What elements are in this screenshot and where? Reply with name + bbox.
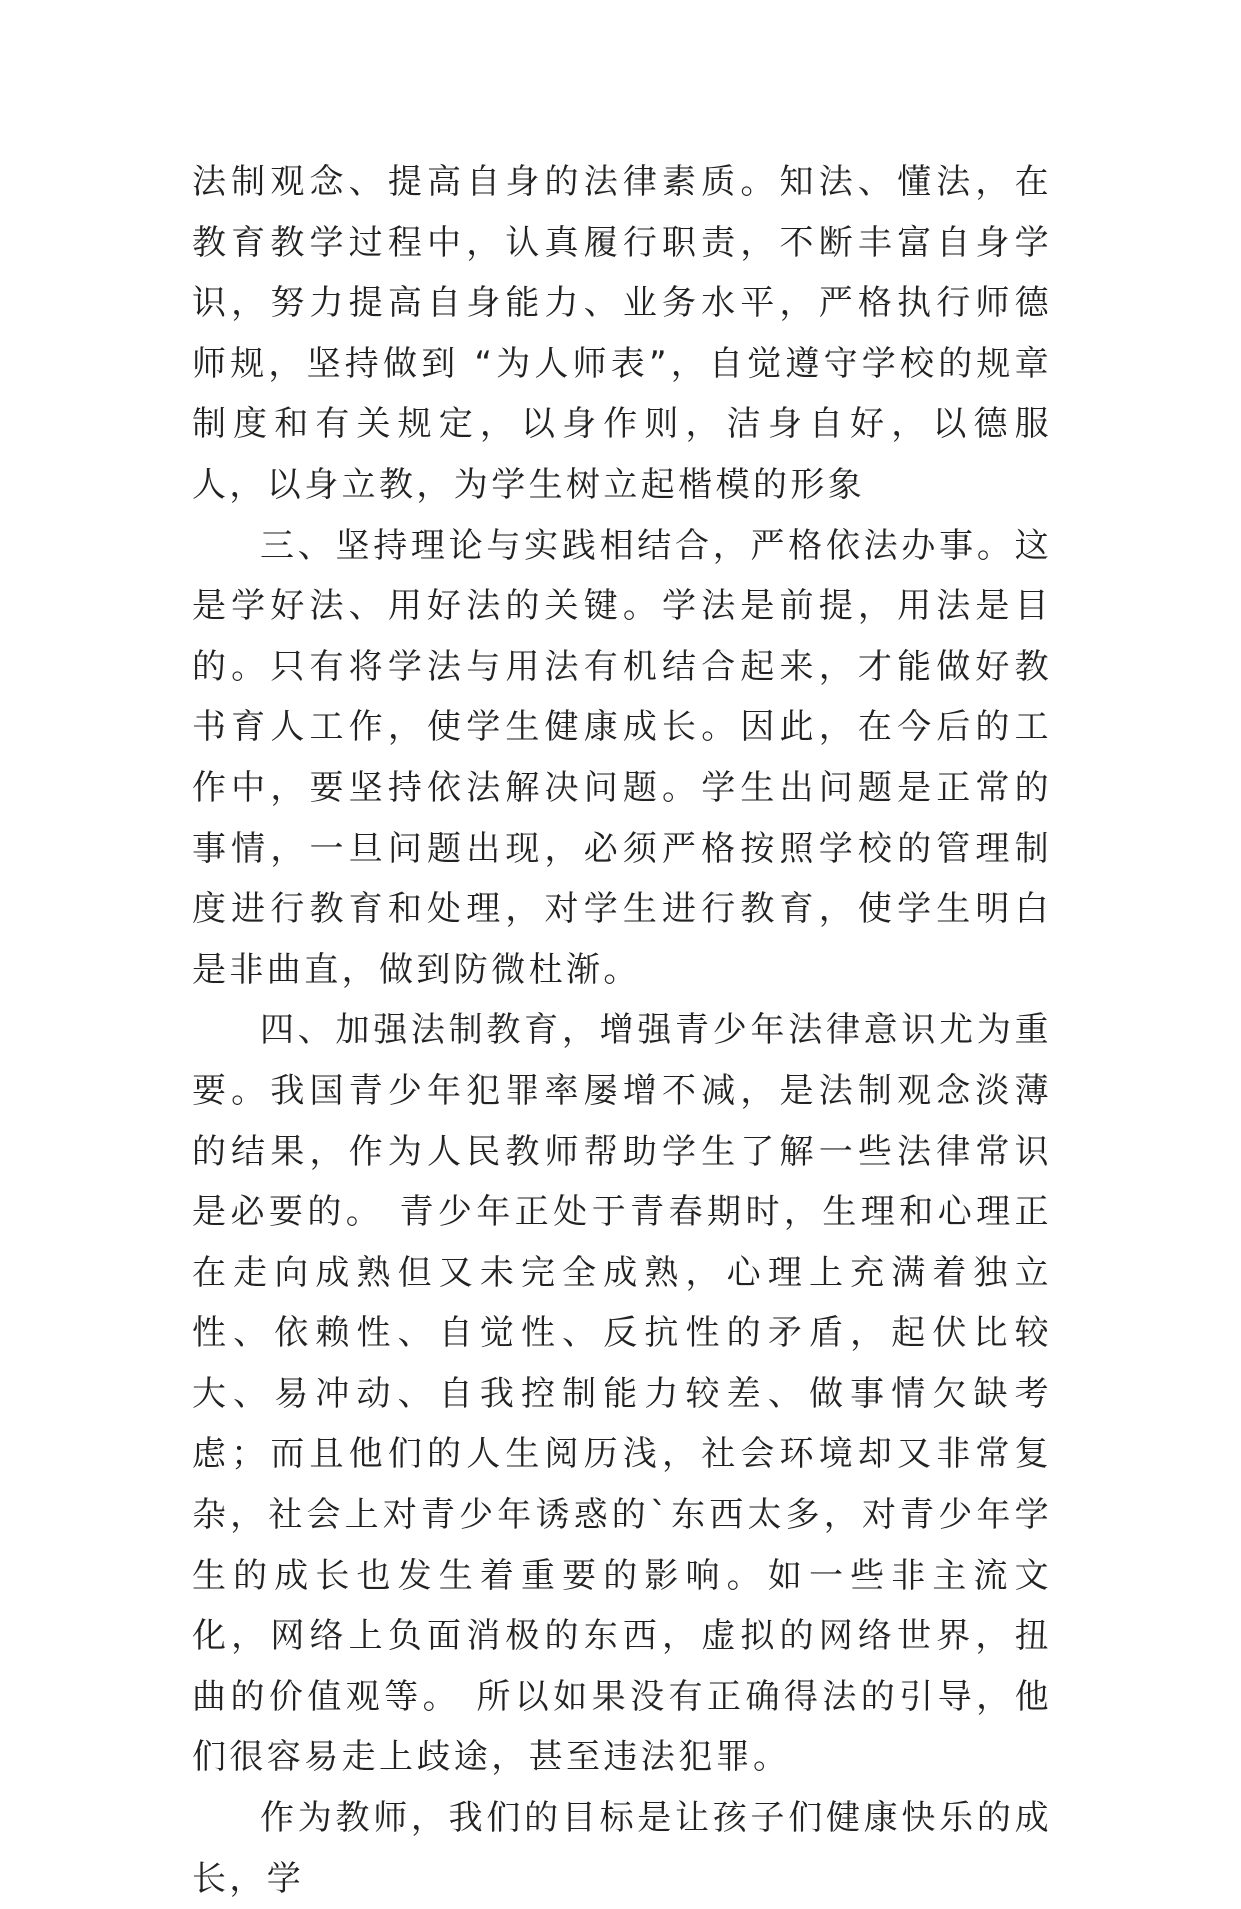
paragraph-section-three: 三、坚持理论与实践相结合，严格依法办事。这是学好法、用好法的关键。学法是前提，用法是目的。只有将学法与用法有机结合起来，才能做好教书育人工作，使学生健康成长。因此，在今后的工作中，要坚持依法解决问题。学生出问题是正常的事情，一旦问题出现，必须严格按照学校的管理制度进行教育和处理，对学生进行教育，使学生明白是非曲直，做到防微杜渐。 bbox=[192, 525, 1052, 990]
paragraph-section-four: 四、加强法制教育，增强青少年法律意识尤为重要。我国青少年犯罪率屡增不减，是法制观念淡薄的结果，作为人民教师帮助学生了解一些法律常识是必要的。 青少年正处于青春期时，生理和心理正在走向成熟但又未完全成熟，心理上充满着独立性、依赖性、自觉性、反抗性的矛盾，起伏比较大、易冲动、自我控制能力较差、做事情欠缺考虑；而且他们的人生阅历浅，社会环境却又非常复杂，社会上对青少年诱惑的`东西太多，对青少年学生的成长也发生着重要的影响。如一些非主流文化，网络上负面消极的东西，虚拟的网络世界，扭曲的价值观等。 所以如果没有正确得法的引导，他们很容易走上歧途，甚至违法犯罪。 bbox=[192, 1010, 1052, 1778]
paragraph-continuation: 法制观念、提高自身的法律素质。知法、懂法，在教育教学过程中，认真履行职责，不断丰富自身学识，努力提高自身能力、业务水平，严格执行师德师规，坚持做到 “为人师表”，自觉遵守学校的规章制度和有关规定，以身作则，洁身自好，以德服人，以身立教，为学生树立起楷模的形象 bbox=[192, 162, 1052, 505]
paragraph-teacher-goal: 作为教师，我们的目标是让孩子们健康快乐的成长，学 bbox=[192, 1798, 1052, 1899]
document-body bbox=[192, 152, 1052, 1909]
